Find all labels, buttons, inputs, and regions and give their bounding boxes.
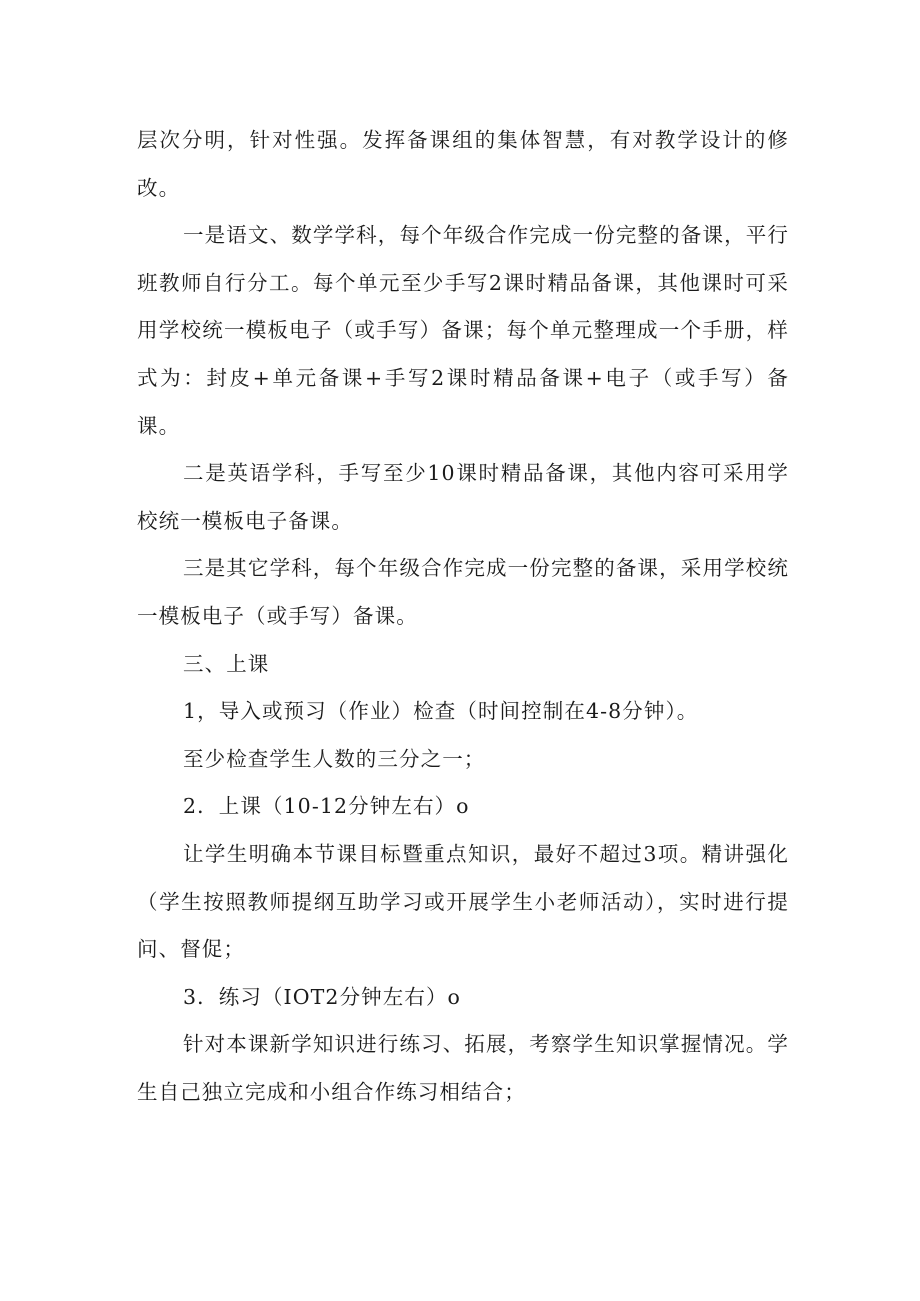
document-body bbox=[137, 117, 789, 1116]
list-item-2-heading: 2．上课（10-12分钟左右）o bbox=[183, 794, 470, 819]
paragraph-chinese-math: 一是语文、数学学科，每个年级合作完成一份完整的备课，平行班教师自行分工。每个单元至少手写2课时精品备课，其他课时可采用学校统一模板电子（或手写）备课；每个单元整理成一个手册，样式为：封皮+单元备课+手写2课时精品备课+电子（或手写）备课。 bbox=[137, 223, 789, 438]
paragraph-english: 二是英语学科，手写至少10课时精品备课，其他内容可采用学校统一模板电子备课。 bbox=[137, 461, 789, 533]
list-item-1-body: 至少检查学生人数的三分之一； bbox=[183, 746, 486, 771]
paragraph-continuation: 层次分明，针对性强。发挥备课组的集体智慧，有对教学设计的修改。 bbox=[137, 128, 789, 200]
section-heading-class: 三、上课 bbox=[183, 651, 270, 676]
paragraph-other-subjects: 三是其它学科，每个年级合作完成一份完整的备课，采用学校统一模板电子（或手写）备课。 bbox=[137, 556, 789, 628]
list-item-1-heading: 1，导入或预习（作业）检查（时间控制在4-8分钟）。 bbox=[183, 699, 699, 724]
list-item-3-body: 针对本课新学知识进行练习、拓展，考察学生知识掌握情况。学生自己独立完成和小组合作练习相结合； bbox=[137, 1032, 789, 1104]
list-item-3-heading: 3．练习（IOT2分钟左右）o bbox=[183, 984, 462, 1009]
list-item-2-body: 让学生明确本节课目标暨重点知识，最好不超过3项。精讲强化（学生按照教师提纲互助学习或开展学生小老师活动），实时进行提问、督促； bbox=[137, 841, 789, 962]
